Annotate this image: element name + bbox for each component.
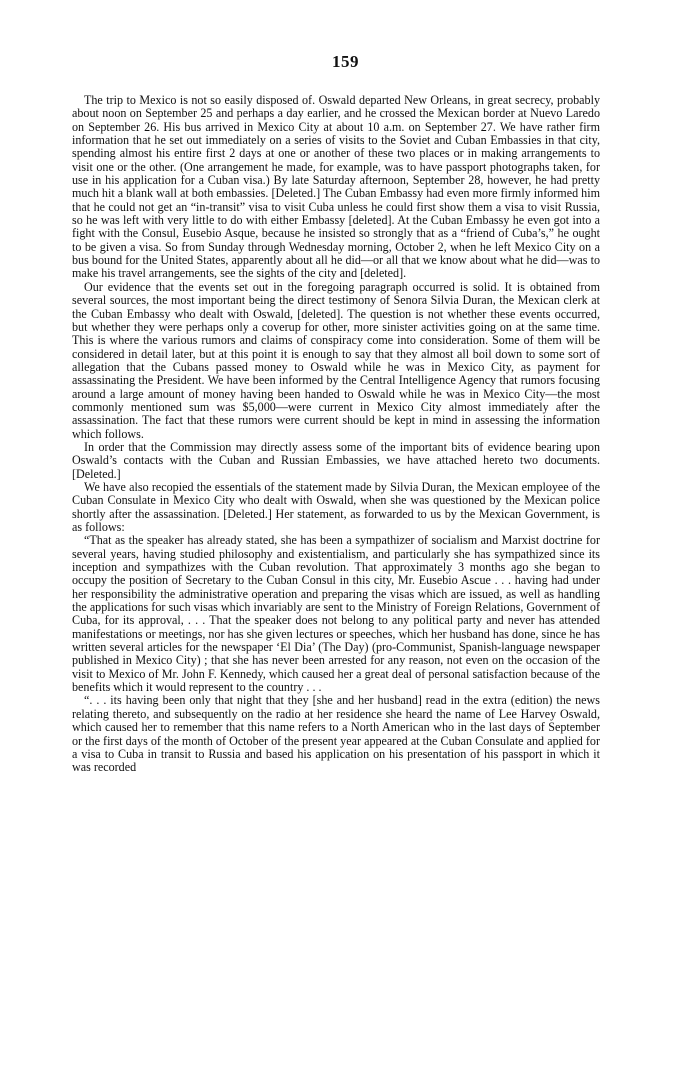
paragraph-evidence: Our evidence that the events set out in the foregoing paragraph occurred is solid. It is obtained from several sources, the most important being the direct testimony of Senora Silvia Duran, the Mexican clerk at the Cuban Embassy who dealt with Oswald, [deleted]. The question is not whether these events occurred, but whether they were perhaps only a coverup for other, more sinister activities going on at the same time. This is where the various rumors and claims of conspiracy come into consideration. Some of them will be considered in detail later, but at this point it is enough to say that they almost all boil down to some sort of allegation that the Cubans passed money to Oswald while he was in Mexico City, as payment for assassinating the President. We have been informed by the Central Intelligence Agency that rumors focusing around a large amount of money having been handed to Oswald while he was in Mexico City—the most commonly mentioned sum was $5,000—were current in Mexico City almost immediately after the assassination. The fact that these rumors were current should be kept in mind in assessing the information which follows. [72,279,600,441]
paragraph-mexico-trip: The trip to Mexico is not so easily disposed of. Oswald departed New Orleans, in great secrecy, probably about noon on September 25 and perhaps a day earlier, and he crossed the Mexican border at Nuevo Laredo on September 26. His bus arrived in Mexico City at about 10 a.m. on September 27. We have rather firm information that he set out immediately on a series of visits to the Soviet and Cuban Embassies in that city, spending almost his entire first 2 days at one or another of these two places or in making arrangements to visit one or the other. (One arrangement he made, for example, was to have passport photographs taken, for use in his application for a Cuban visa.) By late Saturday afternoon, September 28, however, he had pretty much hit a blank wall at both embassies. [Deleted.] The Cuban Embassy had even more firmly informed him that he could not get an “in-transit” visa to visit Cuba unless he could first show them a visa to visit Russia, so he was left with very little to do with either Embassy [deleted]. At the Cuban Embassy he even got into a fight with the Consul, Eusebio Asque, because he insisted so strongly that as a “friend of Cuba’s,” he ought to be given a visa. So from Sunday through Wednesday morning, October 2, when he left Mexico City on a bus bound for the United States, apparently about all he did—or all that we know about what he did—was to make his travel arrangements, see the sights of the city and [deleted]. [72,93,600,281]
paragraph-duran-quote-2: “. . . its having been only that night that they [she and her husband] read in the extra (edition) the news relating thereto, and subsequently on the radio at her residence she heard the name of Lee Harvey Oswald, which caused her to remember that this name refers to a North American who in the last days of September or the first days of the month of October of the present year appeared at the Cuban Consulate and applied for a visa to Cuba in transit to Russia and based his application on his presentation of his passport in which it was recorded [72,693,600,775]
page-number: 159 [332,52,359,71]
paragraph-duran-quote-1: “That as the speaker has already stated, she has been a sympathizer of socialism and Marxist doctrine for several years, having studied philosophy and existentialism, and particularly she has sympathized since its inception and sympathizes with the Cuban revolution. That approximately 3 months ago she began to occupy the position of Secretary to the Cuban Consul in this city, Mr. Eusebio Ascue . . . having had under her responsibility the administrative operation and preparing the visas which are issued, as well as handling the applications for such visas which invariably are sent to the Ministry of Foreign Relations, Government of Cuba, for its approval, . . . That the speaker does not belong to any political party and never has attended manifestations or meetings, nor has she given lectures or speeches, which her husband has done, since he has written several articles for the newspaper ‘El Dia’ (The Day) (pro-Communist, Spanish-language newspaper published in Mexico City) ; that she has never been arrested for any reason, not even on the occasion of the visit to Mexico of Mr. John F. Kennedy, which caused her a great deal of personal satisfaction because of the benefits which it would represent to the country . . . [72,533,600,695]
paragraph-duran-statement-intro: We have also recopied the essentials of the statement made by Silvia Duran, the Mexican employee of the Cuban Consulate in Mexico City who dealt with Oswald, when she was questioned by the Mexican police shortly after the assassination. [Deleted.] Her statement, as forwarded to us by the Mexican Government, is as follows: [72,479,600,534]
paragraph-commission-assess: In order that the Commission may directly assess some of the important bits of evidence bearing upon Oswald’s contacts with the Cuban and Russian Embassies, we have attached hereto two documents. [Deleted.] [72,439,600,481]
body-text [72,94,600,775]
